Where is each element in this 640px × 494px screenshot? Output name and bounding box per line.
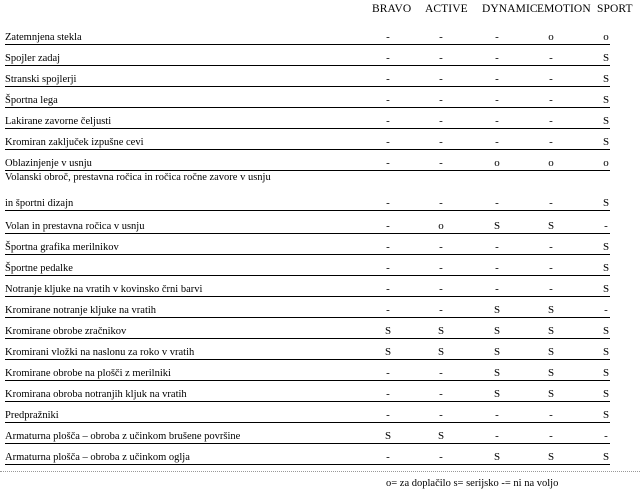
cell-dynamic: S [493, 325, 501, 337]
cell-bravo: - [386, 136, 390, 148]
row-label: Predpražniki [5, 410, 59, 421]
cell-bravo: - [386, 262, 390, 274]
col-emotion: EMOTION [537, 3, 591, 15]
row-label: Kromirane obrobe na plošči z merilniki [5, 368, 171, 379]
cell-active: - [439, 31, 443, 43]
table-row [5, 150, 610, 171]
cell-sport: S [602, 52, 610, 64]
table-row [5, 234, 610, 255]
cell-bravo: S [384, 346, 392, 358]
cell-emotion: - [549, 115, 553, 127]
cell-sport: - [604, 430, 608, 442]
column-headers [0, 3, 640, 19]
row-label: Volanski obroč, prestavna ročica in ročica ročne zavore v usnju [5, 172, 271, 183]
cell-active: - [439, 304, 443, 316]
table-row [5, 45, 610, 66]
cell-bravo: - [386, 388, 390, 400]
cell-dynamic: S [493, 304, 501, 316]
table-row [5, 318, 610, 339]
cell-dynamic: - [495, 115, 499, 127]
cell-dynamic: S [493, 220, 501, 232]
cell-emotion: o [548, 157, 554, 169]
cell-bravo: - [386, 157, 390, 169]
cell-sport: S [602, 241, 610, 253]
cell-emotion: - [549, 197, 553, 209]
row-label: Kromirana obroba notranjih kljuk na vratih [5, 389, 187, 400]
cell-active: - [439, 367, 443, 379]
cell-active: - [439, 94, 443, 106]
cell-sport: S [602, 73, 610, 85]
cell-dynamic: - [495, 52, 499, 64]
col-sport: SPORT [597, 3, 633, 15]
row-label: Športna grafika merilnikov [5, 242, 119, 253]
table-row [5, 24, 610, 45]
cell-emotion: o [548, 31, 554, 43]
cell-active: - [439, 262, 443, 274]
row-label: Kromirane notranje kljuke na vratih [5, 305, 157, 316]
cell-emotion: S [547, 451, 555, 463]
cell-active: - [439, 115, 443, 127]
cell-dynamic: - [495, 241, 499, 253]
cell-bravo: - [386, 197, 390, 209]
cell-bravo: - [386, 283, 390, 295]
cell-bravo: S [384, 430, 392, 442]
cell-emotion: - [549, 241, 553, 253]
cell-dynamic: - [495, 31, 499, 43]
cell-bravo: - [386, 451, 390, 463]
cell-dynamic: - [495, 262, 499, 274]
row-label: Športna lega [5, 95, 58, 106]
cell-dynamic: S [493, 346, 501, 358]
row-label: Stranski spojlerji [5, 74, 77, 85]
cell-active: - [439, 157, 443, 169]
cell-active: - [439, 241, 443, 253]
cell-emotion: - [549, 94, 553, 106]
cell-sport: - [604, 220, 608, 232]
cell-sport: S [602, 325, 610, 337]
cell-active: - [439, 388, 443, 400]
cell-bravo: - [386, 115, 390, 127]
cell-sport: S [602, 115, 610, 127]
col-bravo: BRAVO [372, 3, 412, 15]
cell-bravo: - [386, 409, 390, 421]
cell-bravo: - [386, 304, 390, 316]
cell-dynamic: S [493, 388, 501, 400]
cell-sport: S [602, 388, 610, 400]
cell-emotion: - [549, 262, 553, 274]
row-underline [5, 464, 610, 465]
cell-dynamic: o [494, 157, 500, 169]
cell-sport: S [602, 197, 610, 209]
table-row [5, 255, 610, 276]
cell-active: - [439, 136, 443, 148]
cell-emotion: - [549, 73, 553, 85]
cell-active: S [437, 430, 445, 442]
row-label: Oblazinjenje v usnju [5, 158, 92, 169]
table-row [5, 87, 610, 108]
table-row [5, 108, 610, 129]
cell-emotion: S [547, 388, 555, 400]
cell-bravo: - [386, 367, 390, 379]
row-label: Kromirani vložki na naslonu za roko v vratih [5, 347, 195, 358]
cell-emotion: - [549, 430, 553, 442]
table-row [5, 297, 610, 318]
cell-emotion: S [547, 304, 555, 316]
cell-emotion: S [547, 220, 555, 232]
row-label: Kromirane obrobe zračnikov [5, 326, 127, 337]
cell-emotion: S [547, 367, 555, 379]
col-active: ACTIVE [425, 3, 468, 15]
cell-active: - [439, 451, 443, 463]
cell-active: S [437, 346, 445, 358]
table-row [5, 172, 610, 211]
cell-dynamic: - [495, 73, 499, 85]
cell-dynamic: - [495, 409, 499, 421]
table-row [5, 129, 610, 150]
cell-dynamic: - [495, 197, 499, 209]
cell-emotion: - [549, 283, 553, 295]
cell-active: S [437, 325, 445, 337]
cell-sport: S [602, 94, 610, 106]
cell-emotion: - [549, 136, 553, 148]
cell-bravo: - [386, 31, 390, 43]
cell-bravo: - [386, 241, 390, 253]
row-label: Armaturna plošča – obroba z učinkom brušene površine [5, 431, 241, 442]
cell-emotion: S [547, 325, 555, 337]
cell-sport: S [602, 451, 610, 463]
cell-emotion: - [549, 409, 553, 421]
table-row [5, 381, 610, 402]
table-row [5, 402, 610, 423]
cell-bravo: - [386, 73, 390, 85]
cell-sport: S [602, 367, 610, 379]
cell-emotion: - [549, 52, 553, 64]
cell-active: - [439, 409, 443, 421]
cell-bravo: - [386, 94, 390, 106]
cell-sport: S [602, 262, 610, 274]
legend: o= za doplačilo s= serijsko -= ni na voljo [386, 478, 559, 489]
row-label: Kromiran zaključek izpušne cevi [5, 137, 144, 148]
cell-sport: o [603, 157, 609, 169]
cell-dynamic: - [495, 283, 499, 295]
cell-dynamic: - [495, 430, 499, 442]
cell-dynamic: - [495, 94, 499, 106]
row-underline [5, 210, 610, 211]
col-dynamic: DYNAMIC [482, 3, 538, 15]
cell-sport: S [602, 136, 610, 148]
cell-dynamic: S [493, 367, 501, 379]
footer-divider [0, 471, 640, 472]
row-label: Armaturna plošča – obroba z učinkom oglja [5, 452, 190, 463]
cell-sport: - [604, 304, 608, 316]
row-label: Zatemnjena stekla [5, 32, 82, 43]
table-row [5, 276, 610, 297]
cell-dynamic: S [493, 451, 501, 463]
cell-sport: S [602, 346, 610, 358]
table-row [5, 423, 610, 444]
cell-sport: S [602, 283, 610, 295]
cell-active: - [439, 283, 443, 295]
table-row [5, 213, 610, 234]
cell-bravo: - [386, 220, 390, 232]
cell-dynamic: - [495, 136, 499, 148]
table-row [5, 360, 610, 381]
table-row [5, 444, 610, 465]
row-underline [5, 170, 610, 171]
row-label: Spojler zadaj [5, 53, 61, 64]
table-row [5, 66, 610, 87]
row-label: Lakirane zavorne čeljusti [5, 116, 112, 127]
row-label-continued: in športni dizajn [5, 198, 74, 209]
cell-active: - [439, 73, 443, 85]
cell-active: - [439, 197, 443, 209]
row-label: Športne pedalke [5, 263, 73, 274]
cell-emotion: S [547, 346, 555, 358]
row-label: Volan in prestavna ročica v usnju [5, 221, 145, 232]
cell-bravo: - [386, 52, 390, 64]
cell-sport: o [603, 31, 609, 43]
cell-bravo: S [384, 325, 392, 337]
table-row [5, 339, 610, 360]
cell-active: - [439, 52, 443, 64]
cell-active: o [438, 220, 444, 232]
cell-sport: S [602, 409, 610, 421]
row-label: Notranje kljuke na vratih v kovinsko črni barvi [5, 284, 203, 295]
